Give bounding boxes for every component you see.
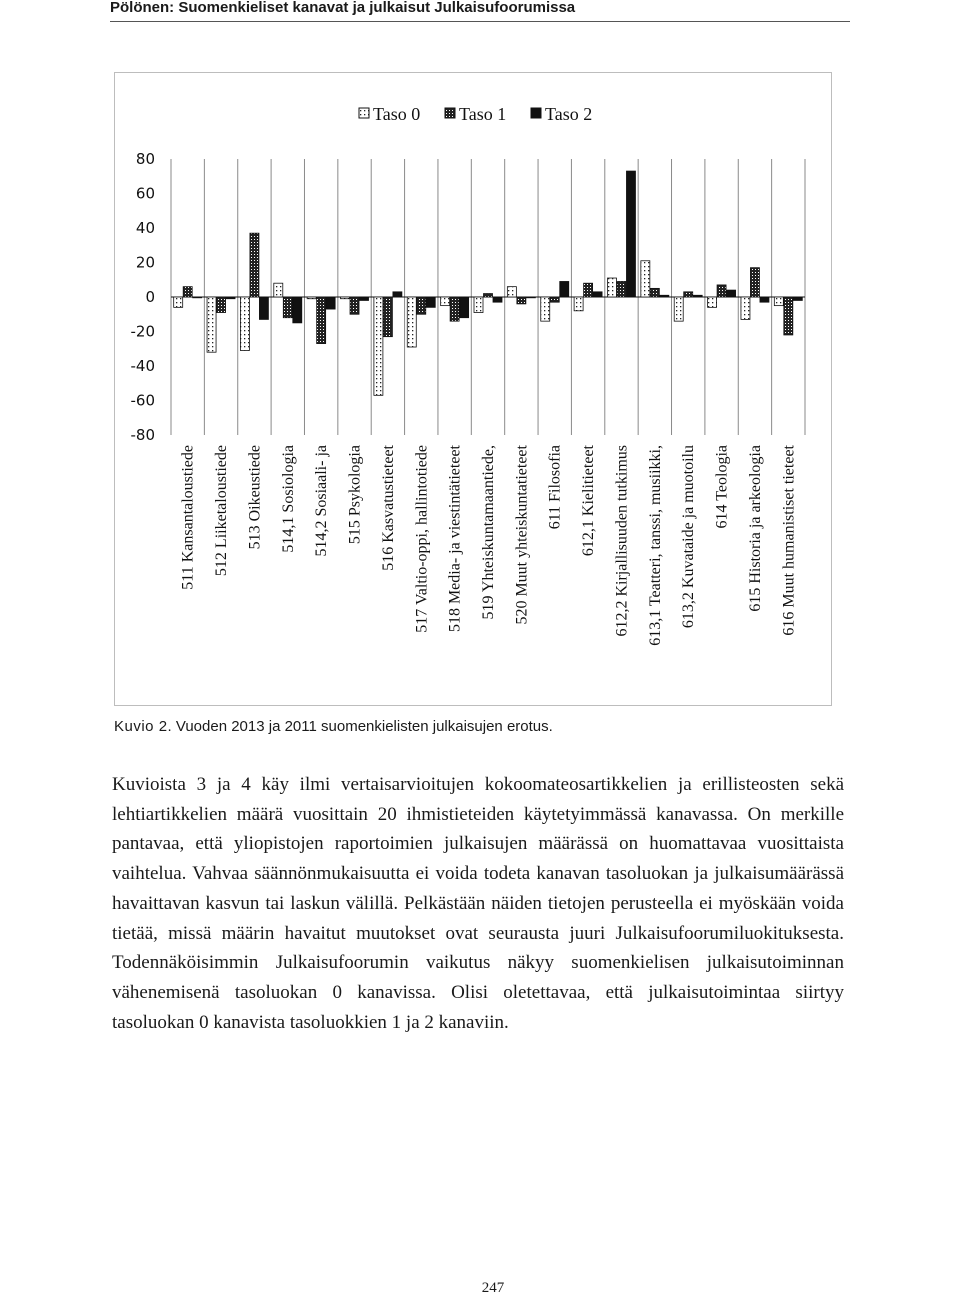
bar-taso-0-cat-17 [741,297,750,319]
x-category-label: 615 Historia ja arkeologia [746,445,764,612]
bar-taso-0-cat-0 [174,297,183,307]
body-paragraph: Kuvioista 3 ja 4 käy ilmi vertaisarvioitujen kokoomateosartikkelien ja erillisteosten sekä lehtiartikkelien määrä vuosittain 20 ihmistieteiden käytetyimmässä kanavassa. On merkille pantavaa, että yliopistojen raportoimien julkaisujen määrässä on huomattavaa vuosittaista vaihtelua. Vahvaa säännönmukaisuutta ei voida todeta kanavan tasoluokan ja julkaisumäärässä havaittavan kasvun tai laskun välillä. Pelkästään näiden tietojen perusteella ei myöskään voida tietää, missä määrin havaitut muutokset ovat seurausta juuri Julkaisufoorumiluokituksesta. Todennäköisimmin Julkaisufoorumin vaikutus näkyy suomenkielisen julkaisutoiminnan vähenemisenä tasoluokan 0 kanavissa. Olisi oletettavaa, että julkaisutoimintaa siirtyy tasoluokan 0 kanavista tasoluokkien 1 ja 2 kanaviin. [112,774,844,1033]
x-category-label: 613,2 Kuvataide ja muotoilu [680,445,698,629]
bar-taso-1-cat-9 [484,294,493,297]
x-category-label: 514,2 Sosiaali- ja [313,445,331,557]
legend-swatch-taso-0 [359,108,369,118]
bar-taso-1-cat-2 [250,233,259,297]
legend-label-taso-1: Taso 1 [459,104,507,124]
bar-taso-1-cat-11 [550,297,559,302]
y-tick-label: -60 [130,391,155,410]
bar-taso-0-cat-12 [574,297,583,311]
legend-label-taso-2: Taso 2 [545,104,593,124]
bar-taso-0-cat-3 [274,283,283,297]
bar-taso-2-cat-18 [793,297,802,300]
bar-taso-1-cat-6 [383,297,392,337]
bar-taso-0-cat-11 [541,297,550,321]
y-tick-label: 20 [135,253,155,272]
bar-taso-2-cat-15 [693,295,702,297]
x-category-label: 514,1 Sosiologia [279,445,297,553]
y-tick-label: -80 [130,426,155,444]
x-category-label: 516 Kasvatustieteet [379,445,397,571]
bar-taso-0-cat-6 [374,297,383,395]
bar-taso-2-cat-4 [326,297,335,309]
bar-taso-2-cat-10 [526,297,535,298]
bar-taso-2-cat-5 [360,297,369,300]
bar-taso-2-cat-11 [560,281,569,297]
bar-taso-1-cat-1 [217,297,226,313]
x-category-label: 520 Muut yhteiskuntatieteet [513,445,531,625]
bar-taso-2-cat-17 [760,297,769,302]
x-category-label: 614 Teologia [713,445,731,529]
bar-taso-2-cat-2 [259,297,268,319]
bar-taso-2-cat-0 [193,297,202,298]
chart-legend [359,104,592,124]
y-tick-label: 40 [135,219,155,237]
bar-taso-2-cat-3 [293,297,302,323]
bar-taso-1-cat-12 [584,283,593,297]
bar-taso-0-cat-1 [207,297,216,352]
bar-taso-1-cat-3 [283,297,292,318]
bar-taso-0-cat-4 [307,297,316,299]
bar-taso-1-cat-13 [617,281,626,297]
bar-taso-2-cat-14 [660,295,669,297]
bar-taso-1-cat-15 [684,292,693,297]
x-category-label: 515 Psykologia [346,445,364,545]
bar-taso-2-cat-12 [593,292,602,297]
chart-bars [174,171,803,395]
y-tick-label: -40 [130,357,155,375]
x-category-label: 613,1 Teatteri, tanssi, musiikki, [646,445,664,646]
bar-taso-0-cat-9 [474,297,483,313]
legend-swatch-taso-2 [531,108,541,118]
bar-taso-1-cat-0 [183,287,192,297]
bar-taso-0-cat-18 [774,297,783,306]
bar-taso-2-cat-1 [226,297,235,299]
x-category-label: 518 Media- ja viestintätieteet [446,445,464,633]
bar-taso-1-cat-4 [317,297,326,344]
y-tick-label: -20 [130,322,155,341]
header-rule [110,21,850,22]
bar-taso-2-cat-13 [626,171,635,297]
bar-taso-0-cat-5 [341,297,350,299]
bar-taso-1-cat-10 [517,297,526,304]
bar-taso-0-cat-15 [674,297,683,321]
bar-taso-2-cat-6 [393,292,402,297]
x-category-label: 512 Liiketaloustiede [213,445,231,577]
y-tick-label: 80 [135,150,155,168]
figure-caption-label: Kuvio 2 [114,718,168,735]
x-axis-category-labels [180,444,798,645]
bar-taso-1-cat-5 [350,297,359,314]
bar-taso-2-cat-16 [727,290,736,297]
legend-label-taso-0: Taso 0 [373,104,421,124]
x-category-label: 517 Valtio-oppi, hallintotiede [413,445,431,633]
x-category-label: 616 Muut humanistiset tieteet [780,445,798,636]
figure-caption-text: . Vuoden 2013 ja 2011 suomenkielisten julkaisujen erotus. [167,718,553,735]
legend-swatch-taso-1 [445,108,455,118]
figure-caption [114,718,854,735]
bar-taso-0-cat-2 [240,297,249,350]
bar-taso-1-cat-14 [650,288,659,297]
bar-taso-1-cat-16 [717,285,726,297]
bar-taso-0-cat-7 [407,297,416,347]
x-category-label: 511 Kansantaloustiede [179,445,197,590]
bar-taso-2-cat-8 [460,297,469,318]
page-number: 247 [481,1280,505,1296]
bar-taso-0-cat-14 [641,261,650,297]
bar-taso-0-cat-16 [708,297,717,307]
bar-taso-1-cat-18 [784,297,793,335]
bar-chart [115,73,831,705]
bar-taso-2-cat-9 [493,297,502,302]
x-category-label: 519 Yhteiskuntamaantiede, [480,445,497,620]
bar-taso-0-cat-8 [441,297,450,306]
bar-taso-0-cat-10 [507,287,516,297]
y-tick-label: 0 [145,288,155,306]
running-header: Pölönen: Suomenkieliset kanavat ja julkaisut Julkaisufoorumissa [110,0,576,16]
y-tick-label: 60 [135,184,155,203]
bar-taso-1-cat-7 [417,297,426,314]
bar-taso-1-cat-8 [450,297,459,321]
bar-taso-1-cat-17 [750,268,759,297]
bar-taso-0-cat-13 [607,278,616,297]
x-category-label: 612,2 Kirjallisuuden tutkimus [613,445,631,637]
x-category-label: 612,1 Kielitieteet [580,444,598,557]
chart-frame [114,72,832,706]
bar-taso-2-cat-7 [426,297,435,307]
x-category-label: 513 Oikeustiede [246,445,264,550]
x-category-label: 611 Filosofia [546,444,564,530]
